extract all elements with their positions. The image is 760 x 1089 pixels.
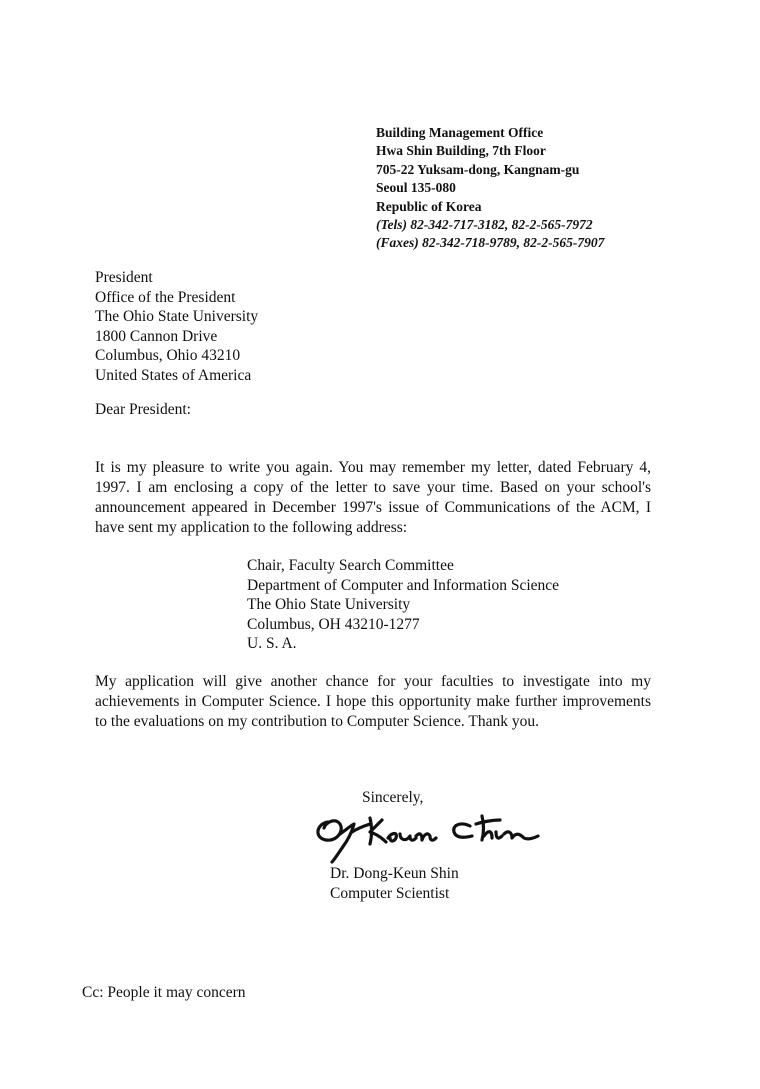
application-address-line-5: U. S. A. [247,635,297,653]
sender-telephones: (Tels) 82-342-717-3182, 82-2-565-7972 [376,217,593,233]
sender-country: Republic of Korea [376,198,482,214]
recipient-university: The Ohio State University [95,308,259,325]
application-address-line-1: Chair, Faculty Search Committee [247,557,454,574]
sender-faxes: (Faxes) 82-342-718-9789, 82-2-565-7907 [376,235,605,251]
application-address-block [247,556,559,654]
application-address-line-3: The Ohio State University [247,596,411,614]
recipient-city: Columbus, Ohio 43210 [95,347,241,364]
application-address-line-4: Columbus, OH 43210-1277 [247,615,420,633]
body-paragraph-1: It is my pleasure to write you again. You may remember my letter, dated February 4, 1997. I am enclosing a copy of the letter to save your time. Based on your school's announcement appeared in December 1997's issue of Communications of the ACM, I have sent my application to the following address: [95,459,651,536]
sender-city: Seoul 135-080 [376,180,456,196]
recipient-office: Office of the President [95,288,236,306]
application-address-line-2: Department of Computer and Information Science [247,576,560,594]
salutation: Dear President: [95,401,191,418]
sender-building: Hwa Shin Building, 7th Floor [376,143,546,159]
signer-name: Dr. Dong-Keun Shin [330,865,459,882]
sender-office: Building Management Office [376,125,544,140]
cc-line: Cc: People it may concern [82,984,246,1001]
recipient-title: President [95,269,153,286]
signer-title: Computer Scientist [330,885,450,902]
sender-address-block [376,124,604,253]
closing: Sincerely, [362,789,424,806]
recipient-address-block [95,268,258,385]
signer-block [330,864,459,904]
body-paragraph-2: My application will give another chance for your faculties to investigate into my achievements in Computer Science. I hope this opportunity make further improvements to the evaluations on my contribution to Computer Science. Thank you. [95,673,651,730]
sender-street: 705-22 Yuksam-dong, Kangnam-gu [376,161,580,177]
recipient-country: United States of America [95,366,252,384]
handwritten-signature [312,808,542,868]
recipient-street: 1800 Cannon Drive [95,327,218,345]
